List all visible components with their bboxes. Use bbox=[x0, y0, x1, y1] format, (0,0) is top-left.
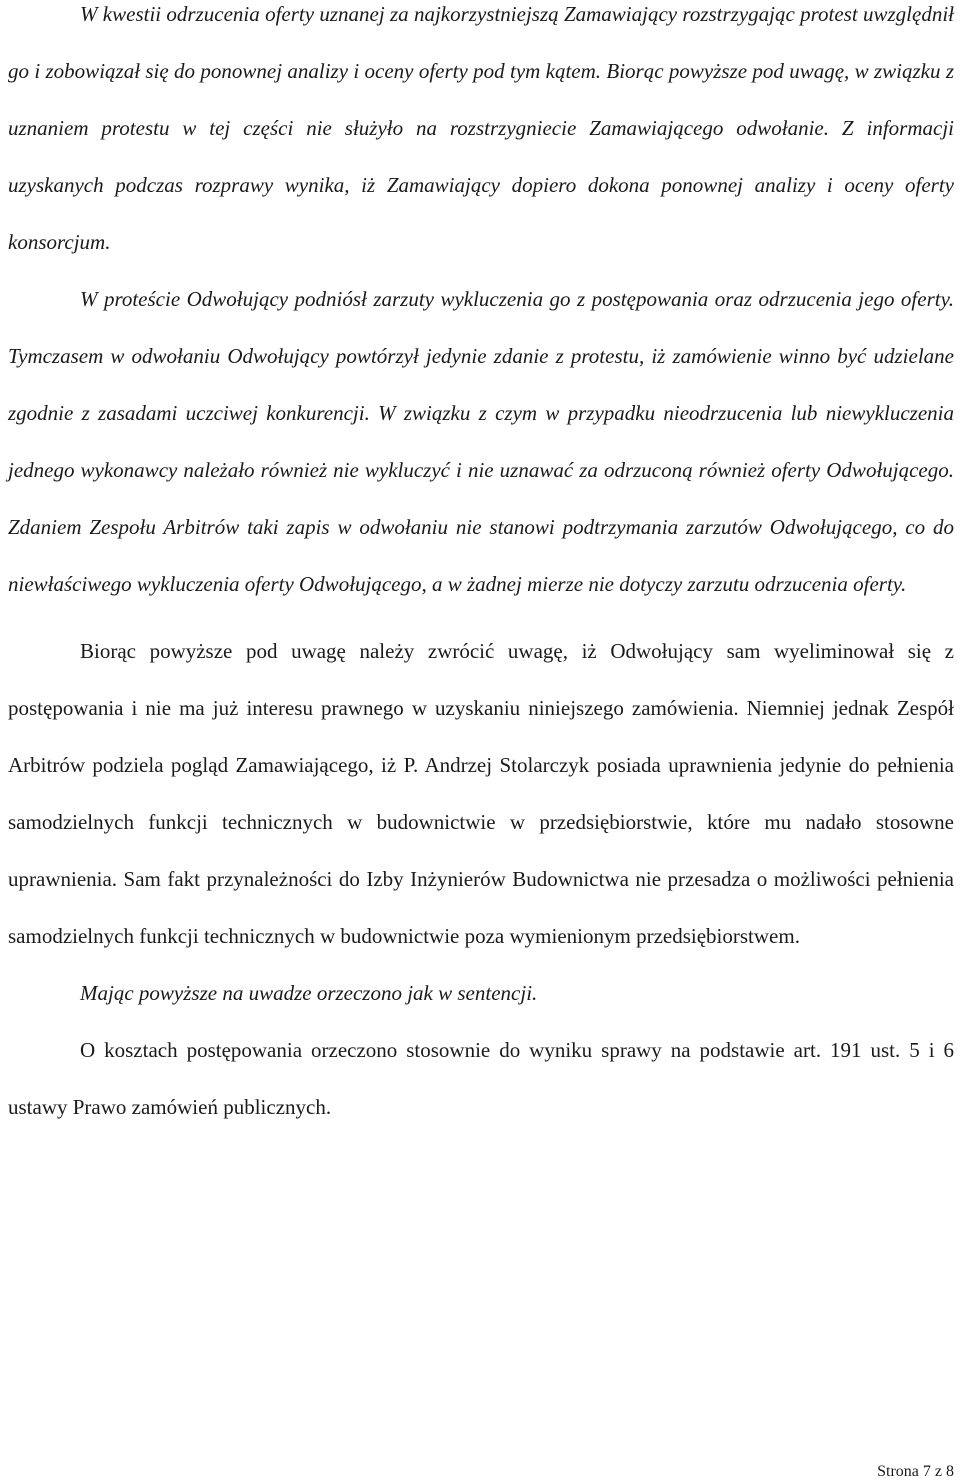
paragraph: Biorąc powyższe pod uwagę należy zwrócić uwagę, iż Odwołujący sam wyeliminował się z postępowania i nie ma już interesu prawnego w uzyskaniu niniejszego zamówienia. Niemniej jednak Zespół Arbitrów podziela pogląd Zamawiającego, iż P. Andrzej Stolarczyk posiada uprawnienia jedynie do pełnienia samodzielnych funkcji technicznych w budownictwie w przedsiębiorstwie, które mu nadało stosowne uprawnienia. Sam fakt przynależności do Izby Inżynierów Budownictwa nie przesadza o możliwości pełnienia samodzielnych funkcji technicznych w budownictwie poza wymienionym przedsiębiorstwem. bbox=[8, 639, 954, 948]
paragraph: W proteście Odwołujący podniósł zarzuty wykluczenia go z postępowania oraz odrzucenia jego oferty. Tymczasem w odwołaniu Odwołujący powtórzył jedynie zdanie z protestu, iż zamówienie winno być udzielane zgodnie z zasadami uczciwej konkurencji. W związku z czym w przypadku nieodrzucenia lub niewykluczenia jednego wykonawcy należało również nie wykluczyć i nie uznawać za odrzuconą również oferty Odwołującego. Zdaniem Zespołu Arbitrów taki zapis w odwołaniu nie stanowi podtrzymania zarzutów Odwołującego, co do niewłaściwego wykluczenia oferty Odwołującego, a w żadnej mierze nie dotyczy zarzutu odrzucenia oferty. bbox=[8, 287, 954, 596]
paragraph: O kosztach postępowania orzeczono stosownie do wyniku sprawy na podstawie art. 191 ust. 5 i 6 ustawy Prawo zamówień publicznych. bbox=[8, 1038, 954, 1119]
document-page bbox=[8, 0, 954, 1136]
paragraph: W kwestii odrzucenia oferty uznanej za najkorzystniejszą Zamawiający rozstrzygając protest uwzględnił go i zobowiązał się do ponownej analizy i oceny oferty pod tym kątem. Biorąc powyższe pod uwagę, w związku z uznaniem protestu w tej części nie służyło na rozstrzygniecie Zamawiającego odwołanie. Z informacji uzyskanych podczas rozprawy wynika, iż Zamawiający dopiero dokona ponownej analizy i oceny oferty konsorcjum. bbox=[8, 2, 954, 254]
page-number: Strona 7 z 8 bbox=[877, 1463, 954, 1480]
paragraph: Mając powyższe na uwadze orzeczono jak w sentencji. bbox=[80, 981, 538, 1005]
